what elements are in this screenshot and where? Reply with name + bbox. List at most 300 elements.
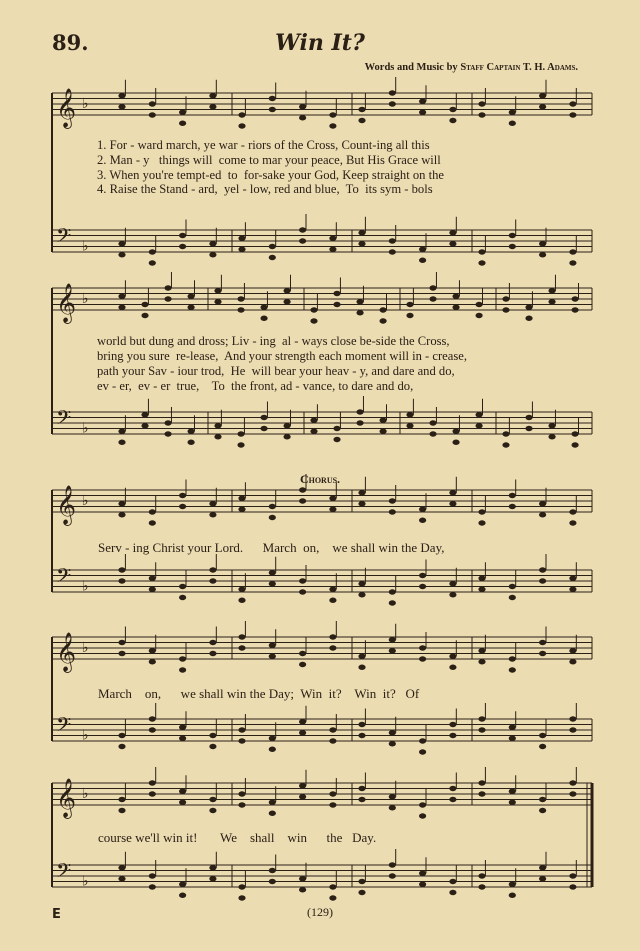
note-head (269, 504, 276, 509)
note-head (358, 654, 365, 659)
note-head (209, 93, 216, 98)
note-head (539, 512, 546, 517)
note-head (569, 727, 576, 732)
note-head (449, 890, 456, 895)
note-head (179, 493, 186, 498)
note-head (389, 794, 396, 799)
note-head (389, 90, 396, 95)
note-head (238, 236, 245, 241)
note-head (333, 426, 340, 431)
note-head (118, 640, 125, 645)
note-head (299, 876, 306, 881)
note-head (149, 520, 156, 525)
note-head (569, 112, 576, 117)
note-head (539, 651, 546, 656)
note-head (509, 584, 516, 589)
note-head (502, 431, 509, 436)
note-head (269, 800, 276, 805)
note-head (358, 230, 365, 235)
note-head (209, 104, 216, 109)
note-head (269, 747, 276, 752)
note-head (333, 437, 340, 442)
note-head (238, 727, 245, 732)
note-head (269, 244, 276, 249)
note-head (449, 797, 456, 802)
note-head (329, 236, 336, 241)
note-head (118, 252, 125, 257)
note-head (179, 800, 186, 805)
verse-1-line-2: world but dung and dross; Liv - ing al - ways close be-side the Cross, (97, 334, 450, 348)
note-head (149, 727, 156, 732)
note-head (141, 423, 148, 428)
note-head (389, 741, 396, 746)
note-head (299, 719, 306, 724)
note-head (379, 429, 386, 434)
note-head (269, 581, 276, 586)
note-head (389, 862, 396, 867)
note-head (539, 93, 546, 98)
note-head (164, 420, 171, 425)
note-head (419, 258, 426, 263)
note-head (569, 884, 576, 889)
note-head (283, 423, 290, 428)
note-head (356, 420, 363, 425)
note-head (149, 716, 156, 721)
note-head (525, 316, 532, 321)
note-head (299, 578, 306, 583)
note-head (269, 570, 276, 575)
note-head (539, 241, 546, 246)
note-head (478, 101, 485, 106)
note-head (118, 305, 125, 310)
note-head (449, 592, 456, 597)
flat-key-signature-icon: ♭ (82, 291, 89, 307)
note-head (118, 733, 125, 738)
note-head (333, 302, 340, 307)
note-head (164, 296, 171, 301)
note-head (478, 587, 485, 592)
note-head (539, 808, 546, 813)
note-head (478, 716, 485, 721)
note-head (509, 789, 516, 794)
note-head (478, 509, 485, 514)
note-head (269, 879, 276, 884)
note-head (209, 567, 216, 572)
note-head (329, 112, 336, 117)
note-head (118, 876, 125, 881)
note-head (406, 423, 413, 428)
note-head (269, 515, 276, 520)
note-head (525, 415, 532, 420)
note-head (209, 578, 216, 583)
flat-key-signature-icon: ♭ (82, 873, 89, 890)
note-head (209, 733, 216, 738)
note-head (141, 302, 148, 307)
note-head (238, 738, 245, 743)
note-head (419, 110, 426, 115)
note-head (419, 584, 426, 589)
note-head (179, 244, 186, 249)
note-head (149, 648, 156, 653)
note-head (539, 567, 546, 572)
note-head (118, 440, 125, 445)
flat-key-signature-icon: ♭ (82, 578, 89, 595)
note-head (238, 587, 245, 592)
note-head (329, 634, 336, 639)
note-head (179, 504, 186, 509)
note-head (478, 884, 485, 889)
bass-clef-icon: 𝄢 (56, 224, 72, 252)
note-head (478, 112, 485, 117)
note-head (509, 736, 516, 741)
note-head (299, 783, 306, 788)
note-head (283, 288, 290, 293)
note-head (525, 426, 532, 431)
note-head (238, 645, 245, 650)
note-head (389, 873, 396, 878)
note-head (149, 884, 156, 889)
note-head (269, 96, 276, 101)
treble-clef-icon: 𝄞 (56, 632, 77, 672)
note-head (238, 791, 245, 796)
note-head (429, 285, 436, 290)
note-head (571, 431, 578, 436)
bass-clef-icon: 𝄢 (56, 406, 72, 434)
note-head (419, 518, 426, 523)
note-head (356, 310, 363, 315)
note-head (429, 431, 436, 436)
note-head (299, 115, 306, 120)
note-head (164, 431, 171, 436)
note-head (569, 587, 576, 592)
note-head (269, 255, 276, 260)
note-head (209, 876, 216, 881)
note-head (525, 305, 532, 310)
note-head (478, 648, 485, 653)
verse-4-line-2: ev - er, ev - er true, To the front, ad - vance, to dare and do, (97, 379, 414, 393)
note-head (260, 415, 267, 420)
note-head (452, 440, 459, 445)
note-head (238, 634, 245, 639)
footer-mark: E (52, 907, 61, 922)
note-head (179, 121, 186, 126)
flat-key-signature-icon: ♭ (82, 96, 89, 112)
note-head (329, 598, 336, 603)
note-head (214, 434, 221, 439)
note-head (164, 285, 171, 290)
note-head (179, 882, 186, 887)
note-head (118, 797, 125, 802)
note-head (310, 307, 317, 312)
note-head (299, 104, 306, 109)
note-head (118, 567, 125, 572)
chorus-lyrics-3: course we'll win it! We shall win the Day. (98, 830, 377, 845)
note-head (571, 442, 578, 447)
credits-prefix: Words and Music by (364, 62, 458, 73)
note-head (539, 104, 546, 109)
note-head (569, 873, 576, 878)
note-head (329, 507, 336, 512)
note-head (449, 722, 456, 727)
note-head (209, 241, 216, 246)
note-head (548, 423, 555, 428)
note-head (419, 656, 426, 661)
note-head (237, 296, 244, 301)
note-head (149, 260, 156, 265)
note-head (238, 507, 245, 512)
note-head (478, 576, 485, 581)
note-head (149, 780, 156, 785)
note-head (539, 876, 546, 881)
note-head (209, 744, 216, 749)
note-head (299, 498, 306, 503)
note-head (358, 490, 365, 495)
note-head (449, 118, 456, 123)
note-head (209, 252, 216, 257)
note-head (187, 294, 194, 299)
note-head (237, 442, 244, 447)
verse-3-line-2: path your Sav - iour trod, He will bear your heav - y, and dare and do, (97, 364, 455, 378)
treble-clef-icon: 𝄞 (56, 485, 77, 525)
note-head (329, 802, 336, 807)
note-head (389, 637, 396, 642)
note-head (389, 238, 396, 243)
note-head (502, 307, 509, 312)
note-head (449, 107, 456, 112)
note-head (389, 249, 396, 254)
note-head (238, 247, 245, 252)
note-head (419, 507, 426, 512)
note-head (539, 501, 546, 506)
note-head (209, 808, 216, 813)
note-head (329, 727, 336, 732)
note-head (449, 879, 456, 884)
note-head (118, 501, 125, 506)
note-head (389, 648, 396, 653)
note-head (299, 662, 306, 667)
note-head (269, 736, 276, 741)
note-head (406, 412, 413, 417)
note-head (283, 299, 290, 304)
note-head (539, 797, 546, 802)
note-head (209, 640, 216, 645)
note-head (269, 868, 276, 873)
note-head (389, 730, 396, 735)
hymn-number: 89. (52, 30, 89, 55)
note-head (539, 252, 546, 257)
note-head (329, 895, 336, 900)
note-head (449, 665, 456, 670)
note-head (475, 313, 482, 318)
note-head (509, 882, 516, 887)
note-head (475, 423, 482, 428)
note-head (299, 794, 306, 799)
note-head (260, 305, 267, 310)
flat-key-signature-icon: ♭ (82, 640, 89, 656)
note-head (118, 93, 125, 98)
note-head (299, 487, 306, 492)
note-head (569, 520, 576, 525)
note-head (449, 490, 456, 495)
note-head (179, 595, 186, 600)
note-head (358, 879, 365, 884)
verse-2-line-2: bring you sure re-lease, And your strength each moment will in - crease, (97, 349, 468, 363)
note-head (358, 722, 365, 727)
note-head (449, 501, 456, 506)
note-head (118, 578, 125, 583)
note-head (569, 791, 576, 796)
note-head (449, 786, 456, 791)
note-head (429, 420, 436, 425)
note-head (539, 865, 546, 870)
note-head (329, 587, 336, 592)
note-head (509, 504, 516, 509)
note-head (509, 121, 516, 126)
note-head (358, 581, 365, 586)
note-head (238, 802, 245, 807)
note-head (509, 110, 516, 115)
verse-3-line-1: 3. When you're tempt-ed to for-sake your God, Keep straight on the (97, 168, 444, 182)
note-head (478, 249, 485, 254)
verse-2-line-1: 2. Man - y things will come to mar your peace, But His Grace will (97, 153, 441, 167)
note-head (452, 305, 459, 310)
note-head (449, 241, 456, 246)
bass-clef-icon: 𝄢 (56, 564, 72, 592)
note-head (358, 733, 365, 738)
note-head (539, 578, 546, 583)
note-head (571, 307, 578, 312)
note-head (358, 241, 365, 246)
note-head (419, 813, 426, 818)
note-head (238, 112, 245, 117)
note-head (329, 791, 336, 796)
note-head (179, 736, 186, 741)
note-head (238, 123, 245, 128)
note-head (569, 780, 576, 785)
note-head (478, 520, 485, 525)
note-head (571, 296, 578, 301)
note-head (299, 887, 306, 892)
note-head (269, 643, 276, 648)
note-head (179, 725, 186, 730)
note-head (509, 656, 516, 661)
note-head (149, 509, 156, 514)
note-head (548, 288, 555, 293)
note-head (299, 227, 306, 232)
note-head (209, 512, 216, 517)
note-head (118, 294, 125, 299)
note-head (329, 645, 336, 650)
note-head (299, 651, 306, 656)
note-head (502, 442, 509, 447)
note-head (539, 733, 546, 738)
note-head (502, 296, 509, 301)
note-head (358, 797, 365, 802)
note-head (209, 501, 216, 506)
note-head (419, 645, 426, 650)
note-head (419, 749, 426, 754)
note-head (419, 99, 426, 104)
note-head (299, 589, 306, 594)
note-head (299, 238, 306, 243)
note-head (389, 600, 396, 605)
note-head (478, 260, 485, 265)
note-head (449, 733, 456, 738)
note-head (569, 576, 576, 581)
note-head (419, 882, 426, 887)
note-head (389, 509, 396, 514)
note-head (569, 648, 576, 653)
note-head (379, 418, 386, 423)
note-head (329, 123, 336, 128)
note-head (548, 434, 555, 439)
bass-clef-icon: 𝄢 (56, 859, 72, 887)
note-head (475, 412, 482, 417)
note-head (389, 101, 396, 106)
note-head (379, 318, 386, 323)
note-head (269, 107, 276, 112)
note-head (179, 110, 186, 115)
note-head (283, 434, 290, 439)
note-head (509, 493, 516, 498)
note-head (187, 305, 194, 310)
note-head (429, 296, 436, 301)
note-head (358, 786, 365, 791)
verse-4-line-1: 4. Raise the Stand - ard, yel - low, red and blue, To its sym - bols (97, 182, 433, 196)
note-head (118, 744, 125, 749)
note-head (539, 744, 546, 749)
note-head (419, 802, 426, 807)
hymn-title: Win It? (275, 30, 365, 56)
note-head (358, 118, 365, 123)
flat-key-signature-icon: ♭ (82, 786, 89, 802)
note-head (452, 294, 459, 299)
note-head (118, 808, 125, 813)
note-head (449, 581, 456, 586)
note-head (478, 873, 485, 878)
note-head (214, 423, 221, 428)
note-head (269, 811, 276, 816)
chorus-label: Chorus. (299, 472, 341, 486)
note-head (419, 738, 426, 743)
bass-clef-icon: 𝄢 (56, 713, 72, 741)
note-head (329, 496, 336, 501)
note-head (209, 797, 216, 802)
note-head (452, 429, 459, 434)
chorus-lyrics-1: Serv - ing Christ your Lord. March on, we shall win the Day, (98, 540, 445, 555)
note-head (419, 573, 426, 578)
note-head (179, 893, 186, 898)
note-head (509, 667, 516, 672)
chorus-lyrics-2: March on, we shall win the Day; Win it? Win it? Of (98, 686, 420, 701)
note-head (478, 727, 485, 732)
note-head (260, 316, 267, 321)
treble-clef-icon: 𝄞 (56, 283, 77, 323)
note-head (209, 865, 216, 870)
note-head (358, 107, 365, 112)
note-head (509, 595, 516, 600)
note-head (419, 247, 426, 252)
credits-author: Staff Captain T. H. Adams. (460, 62, 578, 73)
note-head (358, 592, 365, 597)
note-head (509, 725, 516, 730)
note-head (149, 873, 156, 878)
note-head (569, 659, 576, 664)
note-head (149, 576, 156, 581)
verse-1-line-1: 1. For - ward march, ye war - riors of the Cross, Count-ing all this (97, 138, 430, 152)
note-head (389, 589, 396, 594)
note-head (238, 496, 245, 501)
